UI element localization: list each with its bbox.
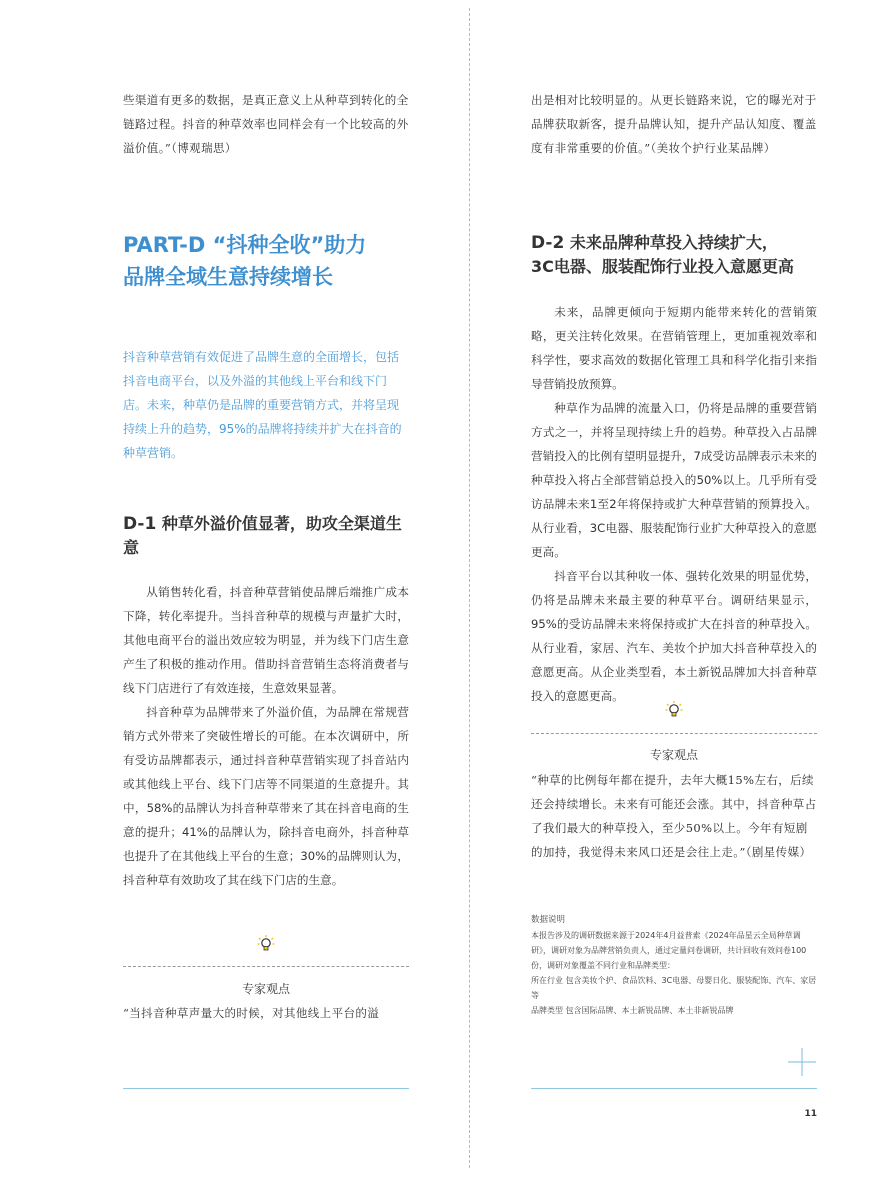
column-divider	[469, 8, 470, 1168]
left-top-quote: 些渠道有更多的数据，是真正意义上从种草到转化的全链路过程。抖音的种草效率也同样会有一个比较高的外溢价值。”（博观瑞思）	[123, 93, 409, 155]
data-note-title: 数据说明	[531, 915, 566, 925]
page-number: 11	[804, 1109, 817, 1119]
part-intro: 抖音种草营销有效促进了品牌生意的全面增长，包括抖音电商平台，以及外溢的其他线上平台和线下门店。未来，种草仍是品牌的重要营销方式，并将呈现持续上升的趋势，95%的品牌将持续并扩大在抖音的种草营销。	[123, 350, 402, 460]
right-expert-bulb	[531, 700, 817, 724]
lightbulb-icon	[256, 934, 276, 954]
part-title	[123, 229, 423, 293]
section-d1-title	[123, 512, 409, 560]
expert-divider	[123, 966, 409, 967]
section-d1-text: 种草外溢价值显著，助攻全渠道生意	[123, 514, 402, 557]
paragraph: 未来，品牌更倾向于短期内能带来转化的营销策略，更关注转化效果。在营销管理上，更加重视效率和科学性，要求高效的数据化管理工具和科学化指引来指导营销投放预算。	[531, 305, 817, 391]
paragraph: 抖音种草为品牌带来了外溢价值，为品牌在常规营销方式外带来了突破性增长的可能。在本次调研中，所有受访品牌都表示，通过抖音种草营销实现了抖音站内或其他线上平台、线下门店等不同渠道的生意提升。其中，58%的品牌认为抖音种草带来了其在抖音电商的生意的提升；41%的品牌认为，除抖音电商外，抖音种草也提升了在其他线上平台的生意；30%的品牌则认为，抖音种草有效助攻了其在线下门店的生意。	[123, 705, 409, 887]
plus-decoration-icon	[786, 1046, 818, 1078]
lightbulb-icon	[664, 700, 684, 720]
expert-divider	[531, 733, 817, 734]
data-note-line: 品牌类型 包含国际品牌、本土新锐品牌、本土非新锐品牌	[531, 1006, 734, 1015]
data-note-line: 本报告涉及的调研数据来源于2024年4月益普索《2024年品星云全局种草调研》，调研对象为品牌营销负责人，通过定量问卷调研，共计回收有效问卷100份，调研对象覆盖不同行业和品牌类型：	[531, 931, 807, 970]
right-bottom-line	[531, 1088, 817, 1089]
part-title-line1: PART-D “抖种全收”助力	[123, 233, 367, 257]
expert-quote: “种草的比例每年都在提升，去年大概15%左右，后续还会持续增长。未来有可能还会涨。其中，抖音种草占了我们最大的种草投入，至少50%以上。今年有短剧的加持，我觉得未来风口还是会往上走。”（剧星传媒）	[531, 773, 817, 859]
section-d2-title	[531, 231, 831, 279]
section-d1-code: D-1	[123, 514, 157, 534]
section-d2-body	[531, 300, 817, 708]
paragraph: 从销售转化看，抖音种草营销使品牌后端推广成本下降，转化率提升。当抖音种草的规模与声量扩大时，其他电商平台的溢出效应较为明显，并为线下门店生意产生了积极的推动作用。借助抖音营销生态将消费者与线下门店进行了有效连接，生意效果显著。	[123, 585, 409, 695]
paragraph: 种草作为品牌的流量入口，仍将是品牌的重要营销方式之一，并将呈现持续上升的趋势。种草投入占品牌营销投入的比例有望明显提升，7成受访品牌表示未来的种草投入将占全部营销总投入的50%以上。几乎所有受访品牌未来1至2年将保持或扩大种草营销的预算投入。从行业看，3C电器、服装配饰行业扩大种草投入的意愿更高。	[531, 401, 817, 559]
section-d2-title-line2: 3C电器、服装配饰行业投入意愿更高	[531, 257, 794, 276]
section-d1-body	[123, 580, 409, 892]
left-bottom-line	[123, 1088, 409, 1089]
part-title-line2: 品牌全域生意持续增长	[123, 265, 333, 289]
expert-label: 专家观点	[241, 982, 290, 996]
paragraph: 抖音平台以其种收一体、强转化效果的明显优势，仍将是品牌未来最主要的种草平台。调研结果显示，95%的受访品牌未来将保持或扩大在抖音的种草投入。从行业看，家居、汽车、美妆个护加大抖音种草投入的意愿更高。从企业类型看，本土新锐品牌加大抖音种草投入的意愿更高。	[531, 569, 817, 703]
section-d2-code: D-2	[531, 233, 565, 253]
data-note	[531, 913, 817, 1018]
left-expert-bulb	[123, 934, 409, 958]
section-d2-title-line1: 未来品牌种草投入持续扩大，	[569, 233, 778, 252]
data-note-line: 所在行业 包含美妆个护、食品饮料、3C电器、母婴日化、服装配饰、汽车、家居等	[531, 976, 817, 1000]
expert-quote: “当抖音种草声量大的时候，对其他线上平台的溢	[123, 1006, 380, 1020]
right-top-quote: 出是相对比较明显的。从更长链路来说，它的曝光对于品牌获取新客，提升品牌认知，提升产品认知度、覆盖度有非常重要的价值。”（美妆个护行业某品牌）	[531, 93, 817, 155]
expert-label: 专家观点	[649, 748, 698, 762]
